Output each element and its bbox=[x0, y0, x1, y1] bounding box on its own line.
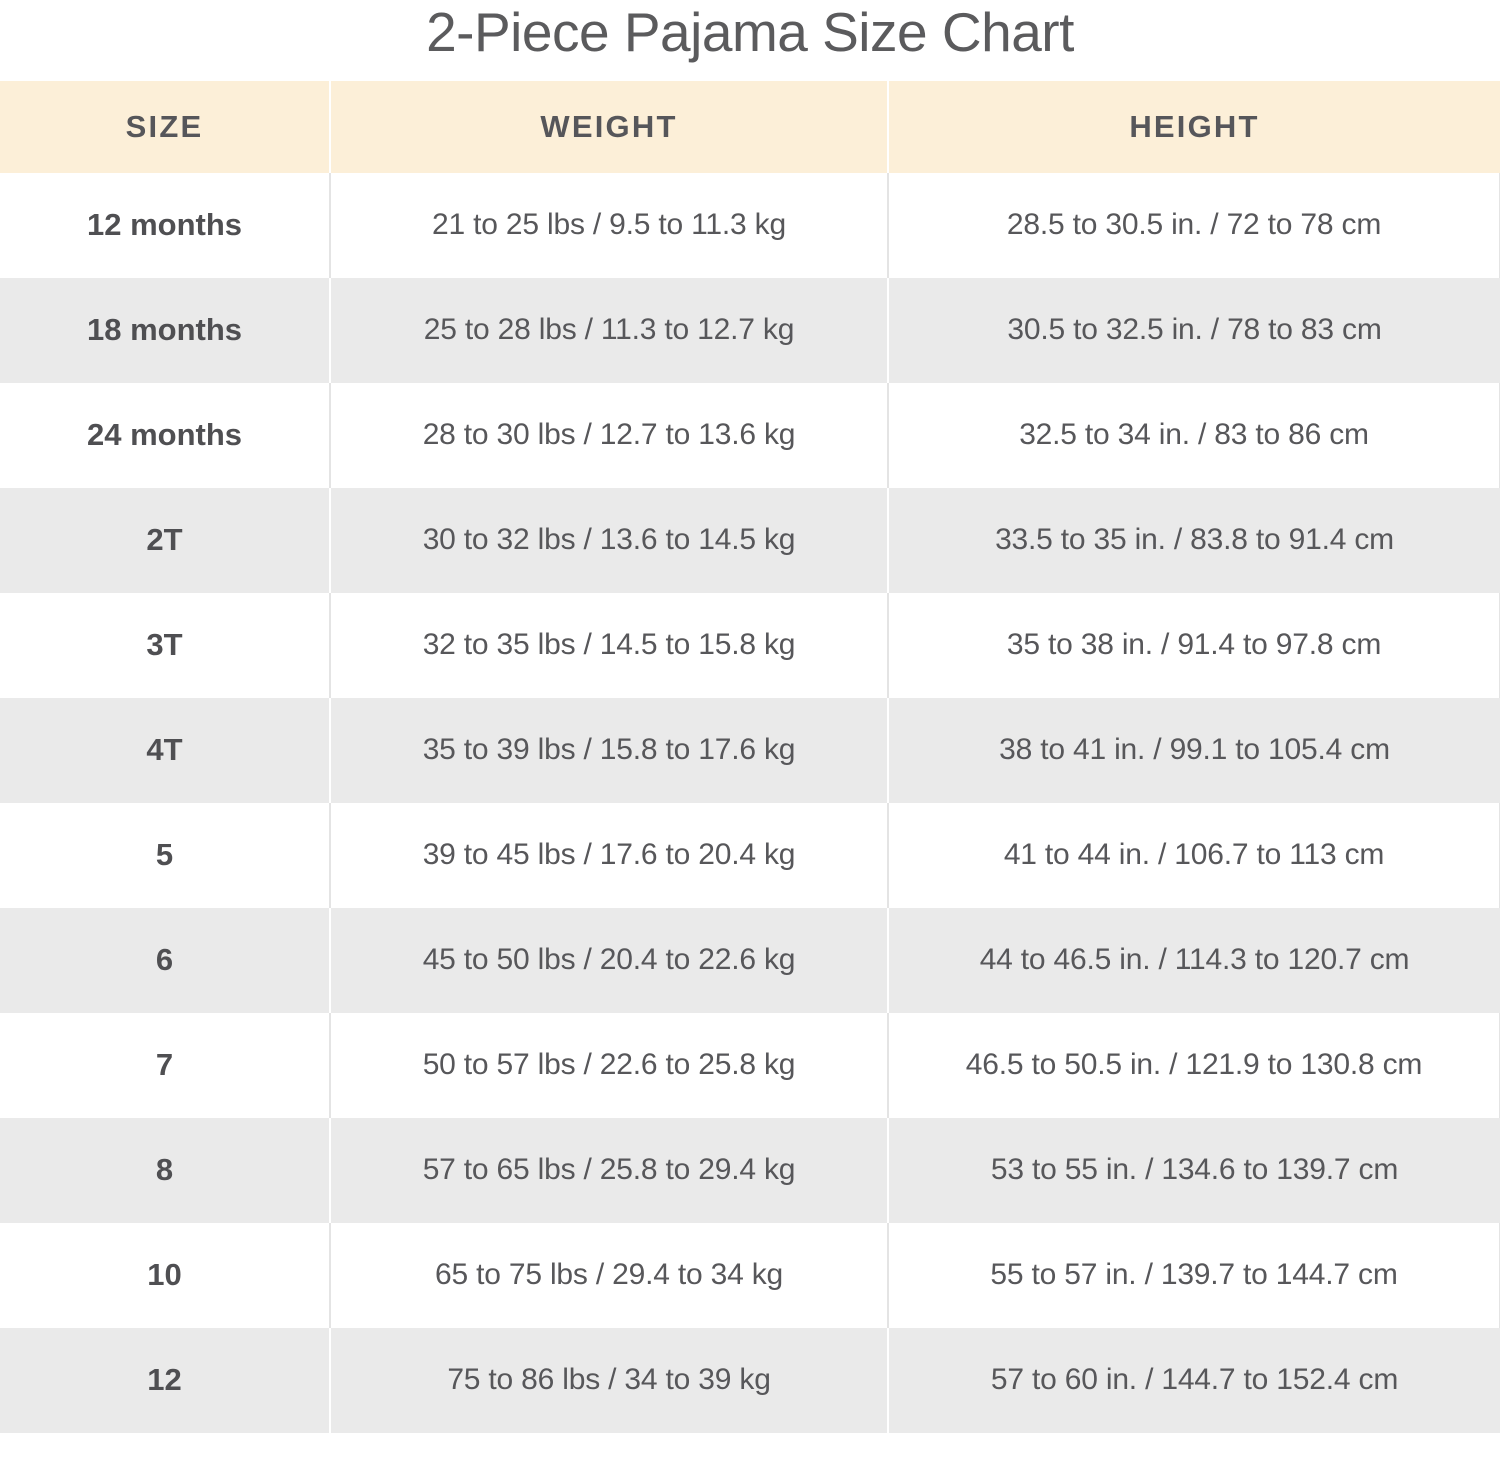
cell-weight: 45 to 50 lbs / 20.4 to 22.6 kg bbox=[330, 908, 888, 1013]
column-header-height: HEIGHT bbox=[888, 81, 1500, 173]
cell-size: 4T bbox=[0, 698, 330, 803]
cell-height: 32.5 to 34 in. / 83 to 86 cm bbox=[888, 383, 1500, 488]
table-header bbox=[0, 81, 1500, 173]
cell-weight: 21 to 25 lbs / 9.5 to 11.3 kg bbox=[330, 173, 888, 278]
table-header-row bbox=[0, 81, 1500, 173]
table-row bbox=[0, 173, 1500, 278]
cell-size: 10 bbox=[0, 1223, 330, 1328]
table-row bbox=[0, 698, 1500, 803]
table-row bbox=[0, 488, 1500, 593]
cell-size: 5 bbox=[0, 803, 330, 908]
cell-height: 53 to 55 in. / 134.6 to 139.7 cm bbox=[888, 1118, 1500, 1223]
cell-size: 12 bbox=[0, 1328, 330, 1433]
cell-weight: 65 to 75 lbs / 29.4 to 34 kg bbox=[330, 1223, 888, 1328]
cell-height: 57 to 60 in. / 144.7 to 152.4 cm bbox=[888, 1328, 1500, 1433]
cell-size: 18 months bbox=[0, 278, 330, 383]
size-chart-table bbox=[0, 81, 1500, 1433]
cell-height: 33.5 to 35 in. / 83.8 to 91.4 cm bbox=[888, 488, 1500, 593]
cell-size: 7 bbox=[0, 1013, 330, 1118]
table-row bbox=[0, 1223, 1500, 1328]
cell-weight: 32 to 35 lbs / 14.5 to 15.8 kg bbox=[330, 593, 888, 698]
cell-weight: 75 to 86 lbs / 34 to 39 kg bbox=[330, 1328, 888, 1433]
cell-height: 44 to 46.5 in. / 114.3 to 120.7 cm bbox=[888, 908, 1500, 1013]
cell-height: 46.5 to 50.5 in. / 121.9 to 130.8 cm bbox=[888, 1013, 1500, 1118]
table-row bbox=[0, 278, 1500, 383]
table-row bbox=[0, 908, 1500, 1013]
table-row bbox=[0, 383, 1500, 488]
table-row bbox=[0, 593, 1500, 698]
cell-size: 24 months bbox=[0, 383, 330, 488]
cell-height: 30.5 to 32.5 in. / 78 to 83 cm bbox=[888, 278, 1500, 383]
cell-size: 3T bbox=[0, 593, 330, 698]
cell-size: 12 months bbox=[0, 173, 330, 278]
table-body bbox=[0, 173, 1500, 1433]
cell-weight: 25 to 28 lbs / 11.3 to 12.7 kg bbox=[330, 278, 888, 383]
cell-weight: 57 to 65 lbs / 25.8 to 29.4 kg bbox=[330, 1118, 888, 1223]
cell-height: 41 to 44 in. / 106.7 to 113 cm bbox=[888, 803, 1500, 908]
cell-weight: 35 to 39 lbs / 15.8 to 17.6 kg bbox=[330, 698, 888, 803]
cell-weight: 28 to 30 lbs / 12.7 to 13.6 kg bbox=[330, 383, 888, 488]
cell-weight: 50 to 57 lbs / 22.6 to 25.8 kg bbox=[330, 1013, 888, 1118]
cell-height: 35 to 38 in. / 91.4 to 97.8 cm bbox=[888, 593, 1500, 698]
column-header-weight: WEIGHT bbox=[330, 81, 888, 173]
cell-height: 28.5 to 30.5 in. / 72 to 78 cm bbox=[888, 173, 1500, 278]
table-row bbox=[0, 1118, 1500, 1223]
cell-weight: 30 to 32 lbs / 13.6 to 14.5 kg bbox=[330, 488, 888, 593]
cell-height: 55 to 57 in. / 139.7 to 144.7 cm bbox=[888, 1223, 1500, 1328]
table-row bbox=[0, 803, 1500, 908]
cell-size: 6 bbox=[0, 908, 330, 1013]
cell-weight: 39 to 45 lbs / 17.6 to 20.4 kg bbox=[330, 803, 888, 908]
cell-size: 8 bbox=[0, 1118, 330, 1223]
cell-size: 2T bbox=[0, 488, 330, 593]
cell-height: 38 to 41 in. / 99.1 to 105.4 cm bbox=[888, 698, 1500, 803]
table-row bbox=[0, 1013, 1500, 1118]
table-row bbox=[0, 1328, 1500, 1433]
page-title: 2-Piece Pajama Size Chart bbox=[426, 1, 1074, 63]
column-header-size: SIZE bbox=[0, 81, 330, 173]
